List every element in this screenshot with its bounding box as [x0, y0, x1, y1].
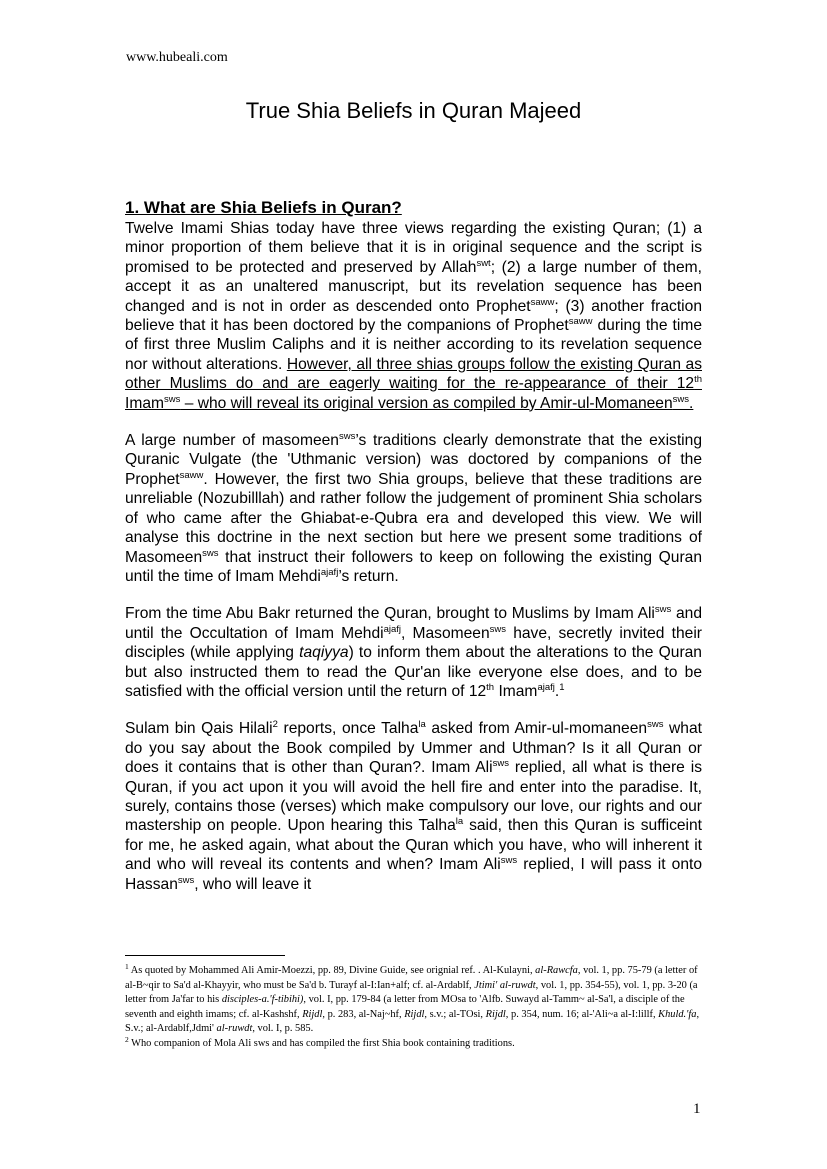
- superscript: sws: [500, 855, 518, 867]
- text: Sulam bin Qais Hilali: [125, 720, 273, 738]
- text: , vol. 1, pp. 75-79 (a letter of al-B~qir to Sa'd al-Khayyir, who must be Sa'd b. Turayf al-I:Ian+alf; cf. al-Ardablf,: [125, 965, 698, 991]
- superscript: th: [486, 681, 495, 693]
- superscript: sws: [202, 547, 219, 559]
- italic-title: disciples-a.'f-tibihi): [221, 994, 304, 1006]
- superscript: la: [455, 816, 464, 828]
- text: , vol. I, p. 585.: [252, 1023, 314, 1035]
- text: , vol. I, pp. 179-84 (a letter from MOsa to 'Alfb. Suwayd al-Tamm~ al-Sa'l, a disciple of the seventh and eighth imams; cf. al-Kashshf,: [125, 994, 685, 1020]
- footnote-ref-1[interactable]: 1: [559, 681, 565, 693]
- text: , p. 354, num. 16; al-'Ali~a al-I:lillf,: [505, 1008, 659, 1020]
- body-text: [125, 197, 702, 912]
- text: ; (2) a large number of them, accept it as an unaltered manuscript, but its revelation sequence has been changed and is not in order as descended onto Prophet: [125, 258, 702, 315]
- superscript: th: [694, 374, 702, 386]
- footnote-number: 1: [125, 962, 129, 971]
- footnote-1: [125, 964, 702, 1037]
- text: and until the Occultation of Imam Mehdi: [125, 605, 702, 642]
- paragraph-2: [125, 431, 702, 586]
- paragraph-4: [125, 719, 702, 894]
- text: Imam: [494, 682, 538, 700]
- italic-title: Rijdl: [485, 1008, 506, 1020]
- page-title: True Shia Beliefs in Quran Majeed: [245, 98, 582, 123]
- text: , S.v.; al-Ardablf,Jdmi': [125, 1008, 700, 1035]
- superscript: saww: [530, 296, 555, 308]
- superscript: ajafj: [320, 566, 339, 578]
- text: Who companion of Mola Ali sws and has compiled the first Shia book containing traditions.: [128, 1037, 515, 1049]
- text: replied, I will pass it onto Hassan: [125, 856, 702, 893]
- text: ; (3) another fraction believe that it has been doctored by the companions of Prophet: [125, 297, 702, 335]
- text: replied, all what is there is Quran, if you act upon it you will avoid the hell fire and enter into the paradise. It, surely, contains those (verses) which make compulsory our love, our rights and our mastership on people. Upon hearing this Talha: [125, 759, 702, 835]
- text: , who will leave it: [194, 875, 312, 893]
- superscript: sws: [672, 393, 690, 405]
- text: A large number of masomeen: [125, 432, 339, 450]
- text: said, then this Quran is sufficeint for me, he asked again, what about the Quran which you have, who will inherent it and who will reveal its contents and when? Imam Ali: [125, 817, 703, 874]
- footnote-2: [125, 1034, 702, 1052]
- text: ) to inform them about the alterations to the Quran but also instructed them to read the Qur'an like everyone else does, and to be satisfied with the official version until the return of 12: [125, 644, 702, 700]
- site-url: www.hubeali.com: [126, 50, 228, 65]
- footnote-divider: [125, 955, 285, 956]
- text: , s.v.; al-TOsi,: [424, 1008, 486, 1020]
- text: .: [689, 394, 694, 412]
- text: .: [554, 682, 560, 700]
- text: that instruct their followers to keep on following the existing Quran until the time of Imam Mehdi: [125, 548, 702, 585]
- text: ’s traditions clearly demonstrate that the existing Quranic Vulgate (the 'Uthmanic version) was doctored by companions of the Prophet: [125, 432, 702, 488]
- text: have, secretly invited their disciples (while applying: [125, 624, 702, 662]
- italic-title: Jtimi' al-ruwdt: [474, 979, 536, 991]
- superscript: sws: [163, 393, 181, 405]
- italic-title: al-Rawcfa: [535, 965, 578, 976]
- superscript: ajafj: [383, 623, 402, 635]
- text: Imam: [125, 394, 164, 412]
- superscript: la: [418, 719, 426, 731]
- page-number: 1: [693, 1101, 701, 1117]
- footnote-ref-2[interactable]: 2: [272, 719, 278, 731]
- text: Twelve Imami Shias today have three views regarding the existing Quran; (1) a minor proportion of them believe that it is in original sequence and the script is promised to be protected and preserved by Allah: [125, 220, 702, 276]
- italic-title: Khuld.'fa: [658, 1008, 697, 1020]
- superscript: sws: [489, 623, 507, 635]
- text: However, all three shias groups follow the existing Quran as other Muslims do and are eagerly waiting for the re-appearance of their 12: [125, 355, 702, 393]
- superscript: saww: [568, 316, 593, 328]
- paragraph-1: [125, 219, 702, 413]
- section-heading: 1. What are Shia Beliefs in Quran?: [125, 198, 402, 217]
- footnotes: [125, 964, 702, 1052]
- text: what do you say about the Book compiled by Ummer and Uthman? Is it all Quran or does it contains that is other than Quran?. Imam Ali: [125, 720, 702, 777]
- text: during the time of first three Muslim Caliphs and it is neither according to its revelation sequence nor without alterations.: [125, 317, 703, 373]
- superscript: sws: [177, 874, 195, 886]
- text: As quoted by Mohammed Ali Amir-Moezzi, pp. 89, Divine Guide, see orignial ref. . Al-Kulayni,: [128, 965, 536, 976]
- superscript: saww: [179, 469, 204, 481]
- superscript: sws: [338, 431, 356, 443]
- text: From the time Abu Bakr returned the Quran, brought to Muslims by Imam Ali: [125, 605, 655, 623]
- text: asked from Amir-ul-momaneen: [425, 720, 648, 738]
- superscript: sws: [654, 604, 672, 616]
- italic-title: Rijdl: [404, 1008, 425, 1020]
- superscript: swt: [476, 257, 491, 269]
- footnote-number: 2: [125, 1034, 129, 1044]
- text: – who will reveal its original version as compiled by Amir-ul-Momaneen: [180, 394, 673, 412]
- italic-title: al-ruwdt: [216, 1023, 253, 1035]
- paragraph-3: [125, 604, 702, 701]
- superscript: sws: [647, 719, 664, 731]
- italic-term: taqiyya: [299, 644, 349, 662]
- text: reports, once Talha: [277, 720, 419, 738]
- superscript: sws: [492, 758, 509, 770]
- text: , vol. 1, pp. 354-55), vol. 1, pp. 3-20 (a letter from Ja'far to his: [125, 979, 698, 1006]
- text: . However, the first two Shia groups, believe that these traditions are unreliable (Nozubilllah) and rather follow the judgement of prominent Shia scholars of who came after the Ghiabat-e-Qubra era and developed this view. We will analyse this doctrine in the next section but here we present some traditions of Masomeen: [125, 470, 702, 566]
- text: ’s return.: [338, 567, 399, 585]
- text: , p. 283, al-Naj~hf,: [322, 1008, 405, 1020]
- superscript: ajafj: [537, 681, 555, 693]
- italic-title: Rijdl: [302, 1008, 323, 1020]
- text: , Masomeen: [401, 624, 490, 642]
